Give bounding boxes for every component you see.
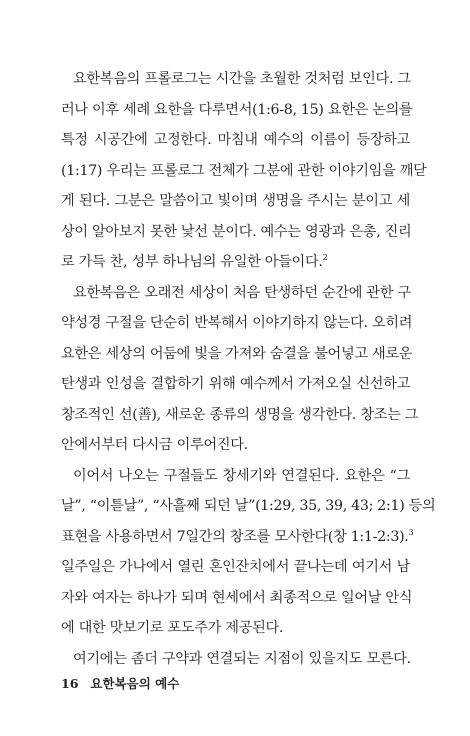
text-line: 게 된다. 그분은 말씀이고 빛이며 생명을 주시는 분이고 세: [61, 193, 410, 209]
text-line: 약성경 구절을 단순히 반복해서 이야기하지 않는다. 오히려: [61, 315, 413, 331]
text-line: 창조적인 선(善), 새로운 종류의 생명을 생각한다. 창조는 그: [61, 407, 419, 423]
text-line: (1:17) 우리는 프롤로그 전체가 그분에 관한 이야기임을 깨닫: [61, 163, 427, 179]
text-line: 여기에는 좀더 구약과 연결되는 지점이 있을지도 모른다.: [73, 651, 411, 667]
text-line: [61, 527, 414, 547]
text-line: 탄생과 인성을 결합하기 위해 예수께서 가져오실 신선하고: [61, 376, 410, 392]
text-line: 요한복음은 오래전 세상이 처음 탄생하던 순간에 관한 구: [73, 285, 411, 301]
text-line-content: 표현을 사용하면서 7일간의 창조를 모사한다(창 1:1-2:3).: [61, 529, 409, 545]
text-line: 날”, “이튿날”, “사흘째 되던 날”(1:29, 35, 39, 43; 2:1) 등의: [61, 498, 436, 514]
running-title: 요한복음의 예수: [90, 676, 180, 691]
text-line: 이어서 나오는 구절들도 창세기와 연결된다. 요한은 “그: [73, 468, 410, 484]
text-line: 상이 알아보지 못한 낯선 분이다. 예수는 영광과 은총, 진리: [61, 224, 412, 240]
page-number: 16: [61, 676, 79, 691]
text-line: [61, 252, 410, 272]
text-line: 자와 여자는 하나가 되며 현세에서 최종적으로 일어날 안식: [61, 590, 413, 606]
text-line: 요한은 세상의 어둠에 빛을 가져와 숨결을 불어넣고 새로운: [61, 346, 413, 362]
text-line: 요한복음의 프롤로그는 시간을 초월한 것처럼 보인다. 그: [73, 71, 411, 87]
text-line: 안에서부터 다시금 이루어진다.: [61, 437, 248, 453]
footnote-marker: 3: [408, 528, 414, 537]
footnote-marker: 2: [322, 253, 328, 262]
text-line-content: 로 가득 찬, 성부 하나님의 유일한 아들이다.: [61, 254, 323, 270]
page-footer: [61, 676, 179, 692]
text-line: 러나 이후 세례 요한을 다루면서(1:6-8, 15) 요한은 논의를: [61, 102, 413, 118]
text-line: 에 대한 맛보기로 포도주가 제공된다.: [61, 620, 284, 636]
text-line: 특정 시공간에 고정한다. 마침내 예수의 이름이 등장하고: [61, 132, 410, 148]
text-line: 일주일은 가나에서 열린 혼인잔치에서 끝나는데 여기서 남: [61, 559, 410, 575]
